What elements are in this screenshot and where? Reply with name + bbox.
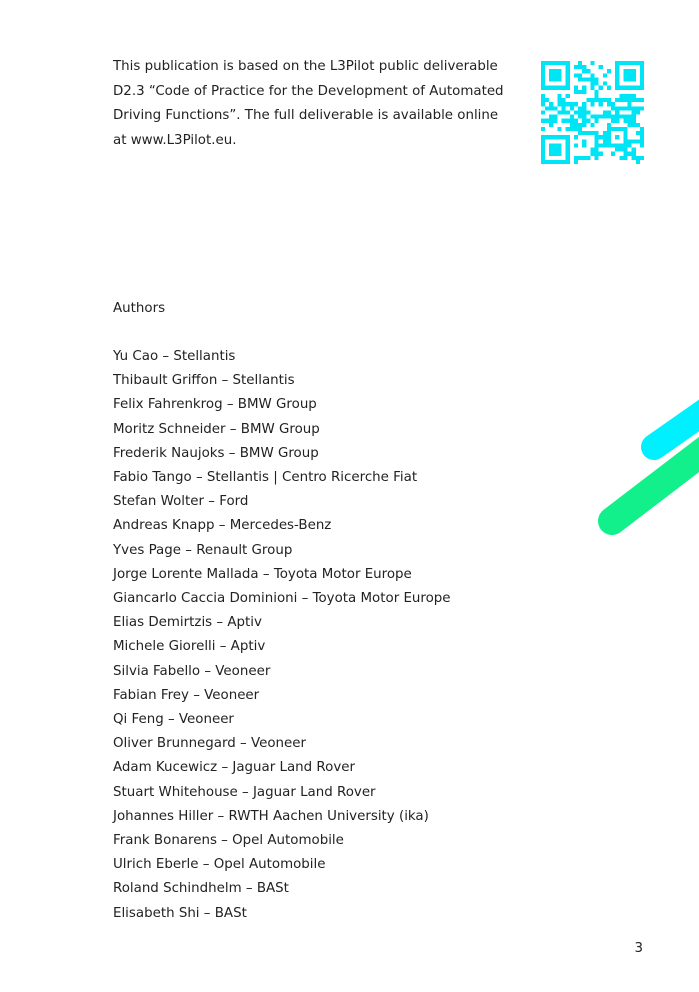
author-item: Moritz Schneider – BMW Group	[113, 421, 320, 437]
page-number: 3	[634, 941, 643, 956]
author-item: Frederik Naujoks – BMW Group	[113, 445, 319, 461]
author-item: Adam Kucewicz – Jaguar Land Rover	[113, 760, 355, 776]
author-item: Stuart Whitehouse – Jaguar Land Rover	[113, 784, 376, 800]
author-item: Elias Demirtzis – Aptiv	[113, 615, 262, 631]
qr-code-icon[interactable]	[541, 61, 644, 164]
author-item: Fabio Tango – Stellantis | Centro Ricerche Fiat	[113, 470, 418, 486]
author-item: Roland Schindhelm – BASt	[113, 881, 289, 897]
intro-paragraph: This publication is based on the L3Pilot public deliverable D2.3 “Code of Practice for the Development of Automated Driving Functions”. The full deliverable is available online at www.L3Pilot.eu.	[113, 59, 504, 148]
author-item: Felix Fahrenkrog – BMW Group	[113, 397, 317, 413]
author-item: Jorge Lorente Mallada – Toyota Motor Europe	[113, 566, 412, 582]
author-item: Frank Bonarens – Opel Automobile	[113, 833, 344, 849]
author-item: Silvia Fabello – Veoneer	[113, 663, 271, 679]
author-item: Johannes Hiller – RWTH Aachen University (ika)	[113, 808, 429, 824]
author-item: Thibault Griffon – Stellantis	[113, 373, 295, 389]
author-item: Giancarlo Caccia Dominioni – Toyota Motor Europe	[113, 591, 451, 607]
author-item: Andreas Knapp – Mercedes-Benz	[113, 518, 332, 534]
author-item: Ulrich Eberle – Opel Automobile	[113, 857, 326, 873]
author-item: Qi Feng – Veoneer	[113, 712, 234, 728]
author-item: Yves Page – Renault Group	[113, 542, 293, 558]
author-item: Fabian Frey – Veoneer	[113, 687, 260, 703]
author-item: Oliver Brunnegard – Veoneer	[113, 736, 306, 752]
author-item: Stefan Wolter – Ford	[113, 494, 249, 510]
decorative-stripes-icon	[590, 395, 699, 545]
author-item: Michele Giorelli – Aptiv	[113, 639, 266, 655]
authors-list	[113, 345, 451, 926]
author-item: Elisabeth Shi – BASt	[113, 905, 247, 921]
author-item: Yu Cao – Stellantis	[113, 349, 236, 364]
authors-heading: Authors	[113, 301, 166, 316]
